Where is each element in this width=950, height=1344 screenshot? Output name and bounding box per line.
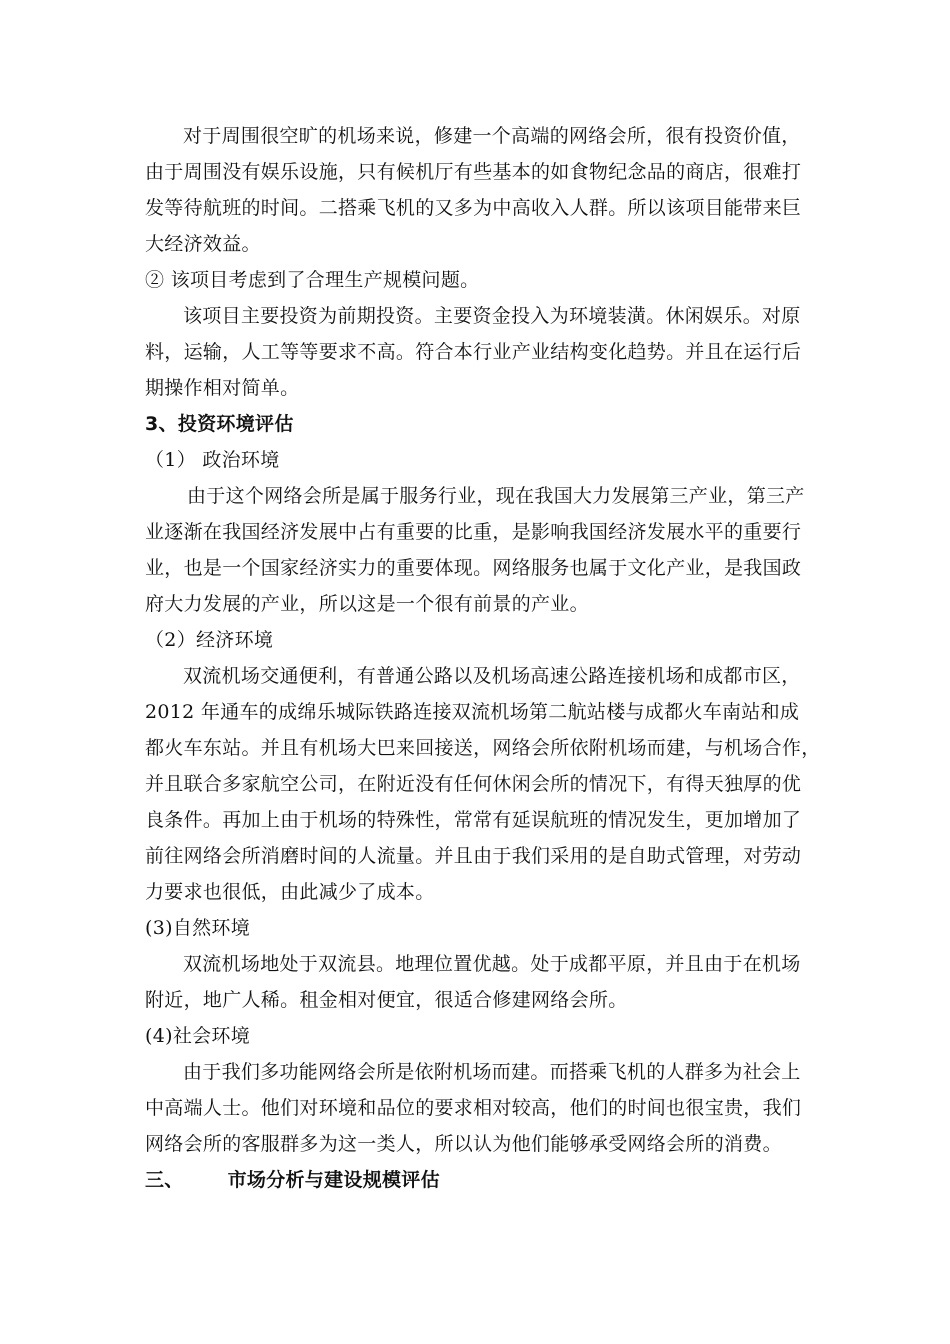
chapter-heading <box>145 1168 440 1192</box>
p6-line-3: 网络会所的客服群多为这一类人，所以认为他们能够承受网络会所的消费。 <box>145 1133 782 1155</box>
subheading-political: （1） 政治环境 <box>145 449 280 471</box>
subheading-natural: (3)自然环境 <box>145 917 251 939</box>
p5-line-1: 双流机场地处于双流县。地理位置优越。处于成都平原，并且由于在机场 <box>183 953 801 975</box>
list-item-2: ② 该项目考虑到了合理生产规模问题。 <box>145 269 480 291</box>
section-heading-3: 3、投资环境评估 <box>145 413 294 435</box>
p2-line-3: 期操作相对简单。 <box>145 377 300 399</box>
p1-line-4: 大经济效益。 <box>145 233 261 255</box>
p1-line-2: 由于周围没有娱乐设施，只有候机厅有些基本的如食物纪念品的商店，很难打 <box>145 161 802 183</box>
p3-line-2: 业逐渐在我国经济发展中占有重要的比重，是影响我国经济发展水平的重要行 <box>145 521 802 543</box>
p4-line-1: 双流机场交通便利，有普通公路以及机场高速公路连接机场和成都市区， <box>183 665 801 687</box>
p4-line-6: 前往网络会所消磨时间的人流量。并且由于我们采用的是自助式管理，对劳动 <box>145 845 802 867</box>
chapter-number: 三、 <box>145 1169 184 1191</box>
p3-line-4: 府大力发展的产业，所以这是一个很有前景的产业。 <box>145 593 589 615</box>
p2-line-1: 该项目主要投资为前期投资。主要资金投入为环境装潢。休闲娱乐。对原 <box>183 305 801 327</box>
p4-line-2: 2012 年通车的成绵乐城际铁路连接双流机场第二航站楼与成都火车南站和成 <box>145 701 800 723</box>
subheading-economic: （2）经济环境 <box>145 629 274 651</box>
p2-line-2: 料，运输，人工等等要求不高。符合本行业产业结构变化趋势。并且在运行后 <box>145 341 802 363</box>
chapter-title: 市场分析与建设规模评估 <box>227 1169 440 1191</box>
p6-line-2: 中高端人士。他们对环境和品位的要求相对较高，他们的时间也很宝贵，我们 <box>145 1097 802 1119</box>
p1-line-1: 对于周围很空旷的机场来说，修建一个高端的网络会所，很有投资价值， <box>183 125 801 147</box>
subheading-social: (4)社会环境 <box>145 1025 251 1047</box>
p4-line-4: 并且联合多家航空公司，在附近没有任何休闲会所的情况下，有得天独厚的优 <box>145 773 802 795</box>
p4-line-3: 都火车东站。并且有机场大巴来回接送，网络会所依附机场而建，与机场合作， <box>145 737 821 759</box>
p4-line-5: 良条件。再加上由于机场的特殊性，常常有延误航班的情况发生，更加增加了 <box>145 809 802 831</box>
p1-line-3: 发等待航班的时间。二搭乘飞机的又多为中高收入人群。所以该项目能带来巨 <box>145 197 802 219</box>
p3-line-1: 由于这个网络会所是属于服务行业，现在我国大力发展第三产业，第三产 <box>187 485 805 507</box>
p4-line-7: 力要求也很低，由此减少了成本。 <box>145 881 435 903</box>
p6-line-1: 由于我们多功能网络会所是依附机场而建。而搭乘飞机的人群多为社会上 <box>183 1061 801 1083</box>
p3-line-3: 业，也是一个国家经济实力的重要体现。网络服务也属于文化产业，是我国政 <box>145 557 802 579</box>
p5-line-2: 附近，地广人稀。租金相对便宜，很适合修建网络会所。 <box>145 989 628 1011</box>
